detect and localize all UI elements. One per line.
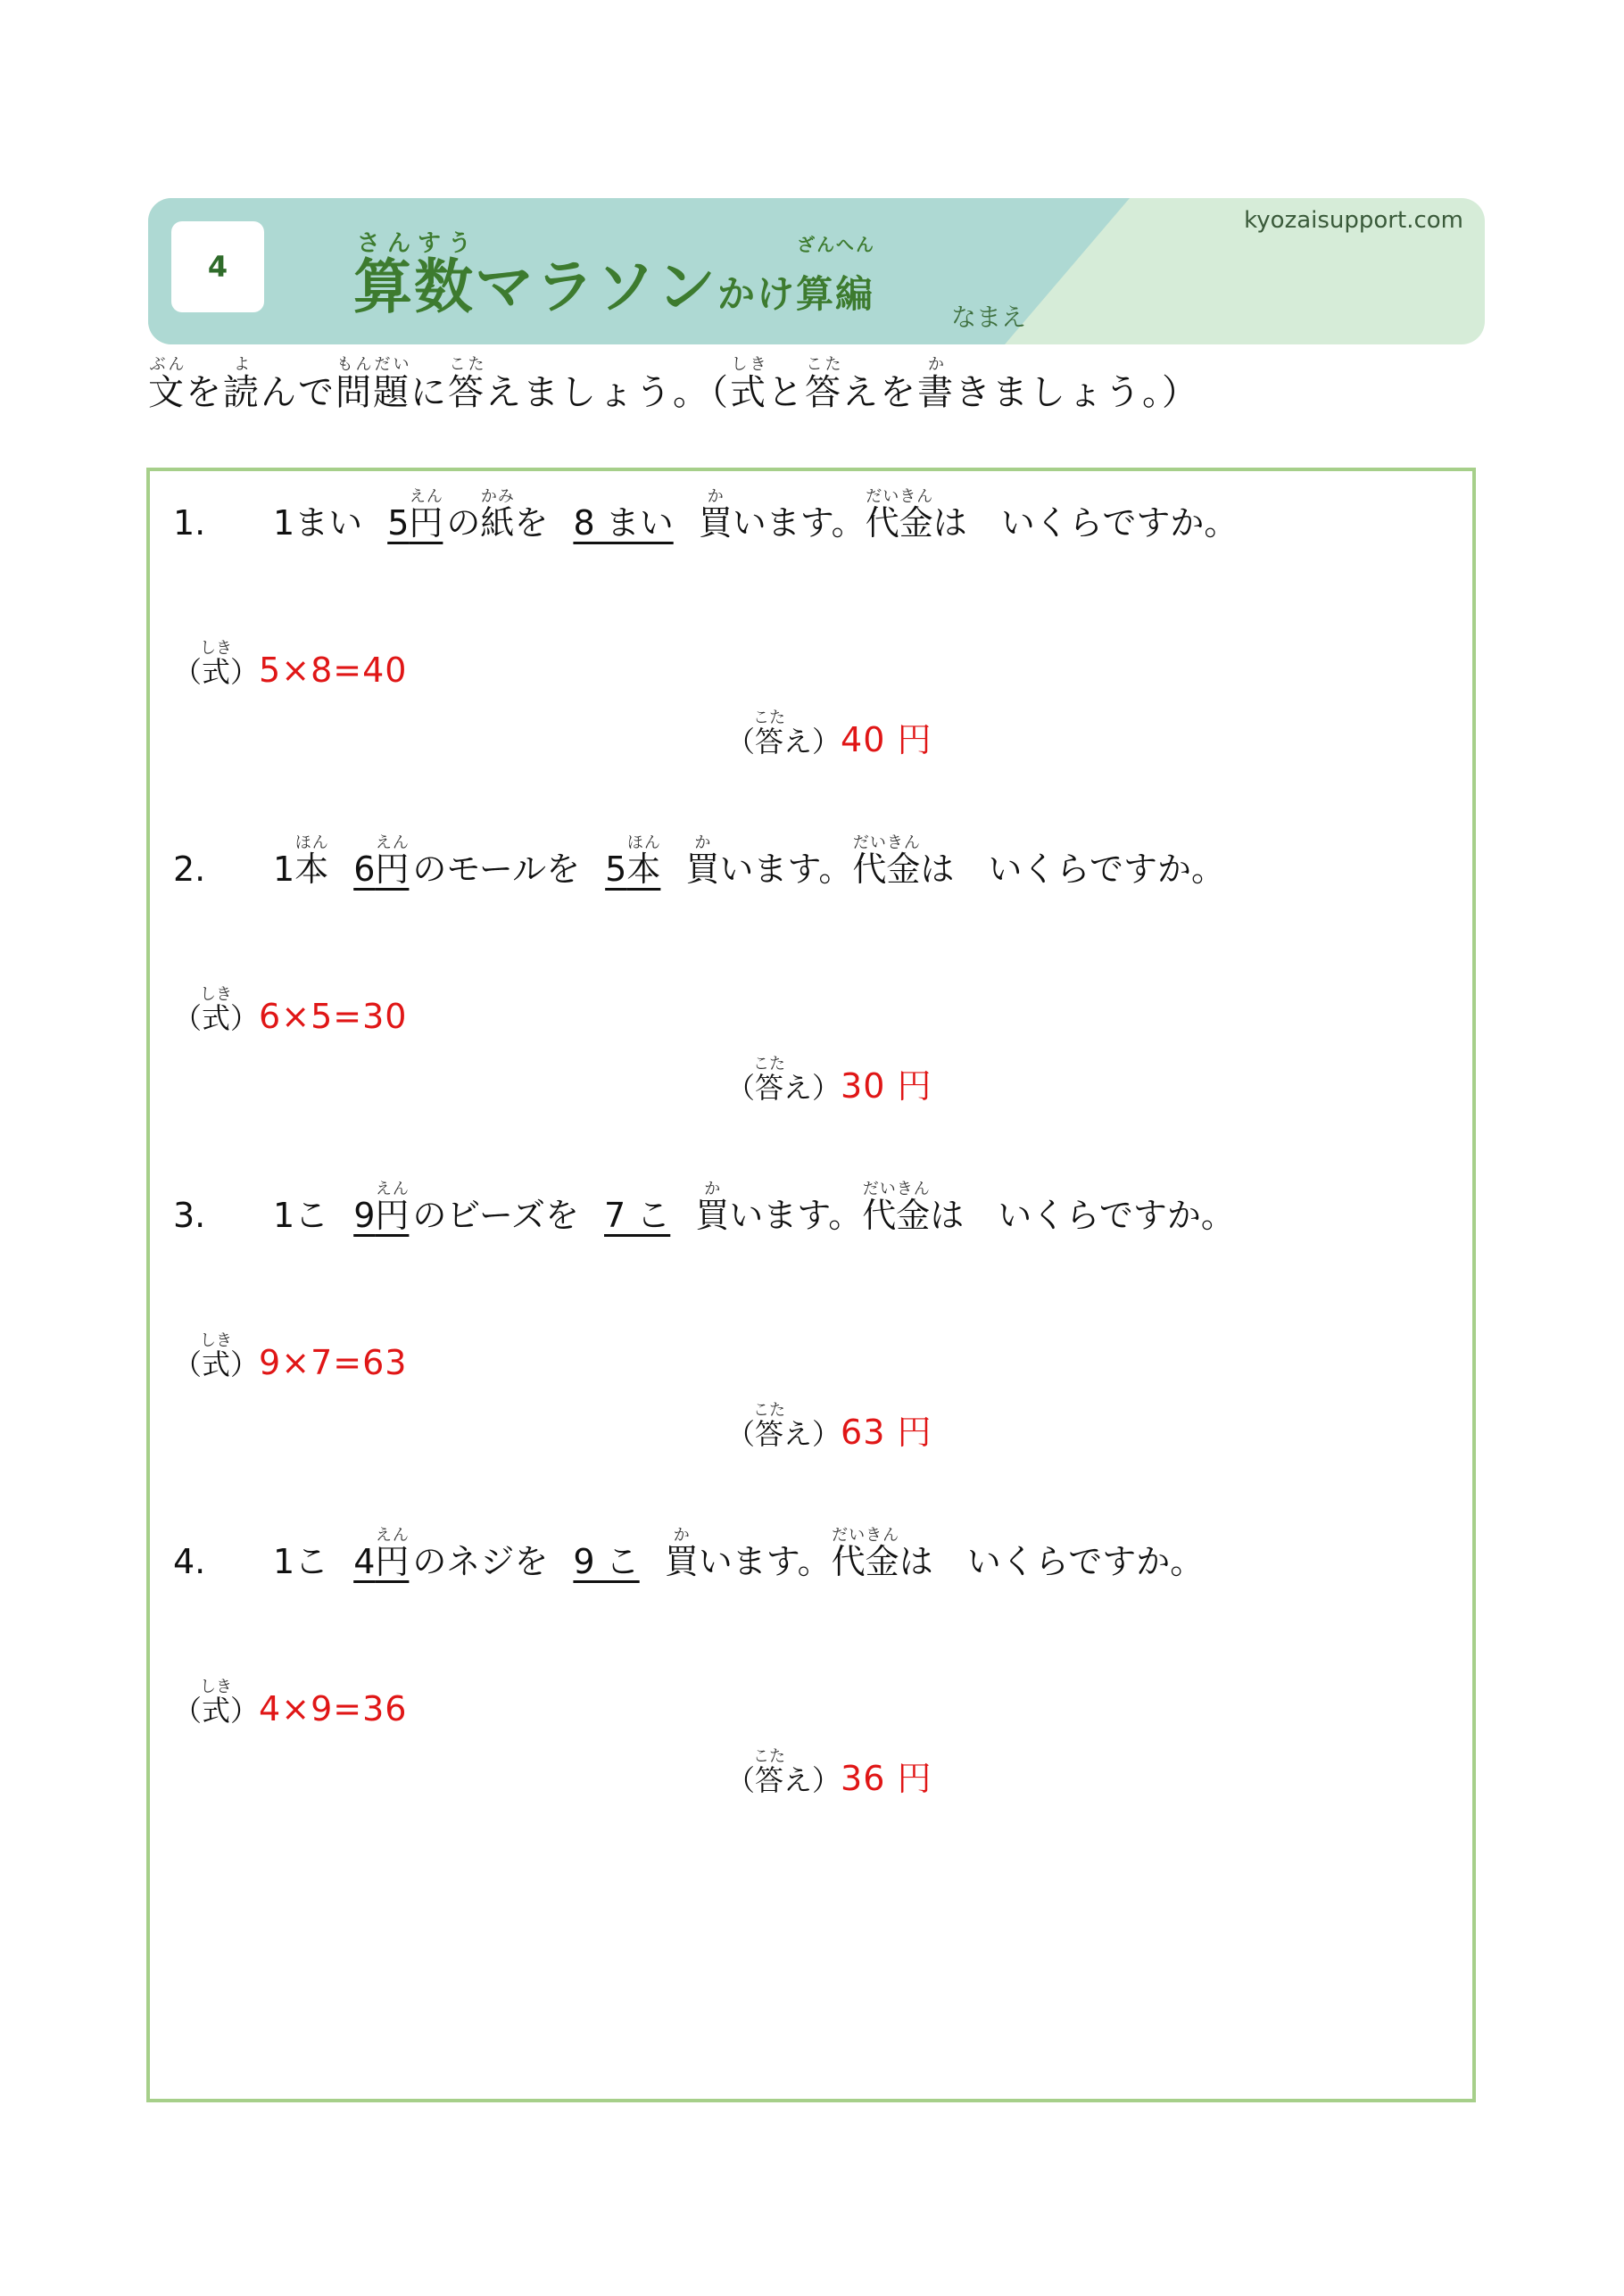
site-url: kyozaisupport.com (1244, 207, 1463, 234)
item-name: のネジ (412, 1542, 515, 1581)
question-ending: は いくらですか。 (932, 503, 1239, 543)
instruction-text-part: を (186, 372, 223, 413)
instruction-text-part: んで (261, 372, 336, 413)
instruction-ruby: 文ぶん (148, 355, 186, 413)
unit-kanji: 本ほん (294, 833, 329, 889)
price-underlined: 4円えん (353, 1526, 410, 1581)
quantity-kanji: 本ほん (626, 833, 661, 889)
question-text: います。 (732, 503, 866, 543)
unit-quantity: 1こ (273, 1196, 329, 1235)
daikin-kanji: 代金だいきん (862, 1180, 931, 1235)
quantity-underlined: 5本ほん (605, 833, 661, 889)
item-name: のモール (412, 850, 547, 889)
price-underlined: 5円えん (387, 487, 443, 543)
price-underlined: 9円えん (353, 1180, 410, 1235)
instruction-ruby: 問題もんだい (336, 355, 410, 413)
formula-line (173, 1331, 407, 1383)
instruction-text-part: と (767, 372, 805, 413)
instruction-ruby: 書か (917, 355, 955, 413)
question-text: います。 (719, 850, 853, 889)
formula-value: 6×5=30 (259, 997, 408, 1036)
kau-kanji: 買か (695, 1180, 730, 1235)
answer-value: 63 円 (841, 1413, 932, 1452)
formula-label: （式しき） (173, 639, 260, 689)
problem-number: 2. (173, 850, 206, 889)
instruction-ruby: 答こた (448, 355, 485, 413)
particle: の (446, 503, 481, 543)
quantity-underlined: 7 こ (604, 1196, 671, 1235)
shiki-kanji: 式しき (200, 1678, 233, 1728)
shiki-kanji: 式しき (200, 639, 233, 689)
title-sub: かけ算編ざんへん (717, 234, 875, 316)
instruction-text-part: きましょう。） (955, 372, 1199, 413)
formula-line (173, 639, 407, 691)
sheet-number: 4 (171, 221, 264, 312)
quantity-underlined: 8 まい (573, 503, 674, 543)
problem-question (173, 833, 1225, 891)
instruction-text-part: えを (842, 372, 917, 413)
answer-value: 36 円 (841, 1759, 932, 1798)
unit-quantity: 1まい (273, 503, 363, 543)
formula-label: （式しき） (173, 985, 260, 1035)
formula-value: 9×7=63 (259, 1343, 408, 1382)
answer-value: 40 円 (841, 720, 932, 759)
instruction-ruby: 答こた (805, 355, 842, 413)
shiki-kanji: 式しき (200, 1331, 233, 1381)
quantity-underlined: 9 こ (573, 1542, 640, 1581)
yen-kanji: 円えん (375, 1526, 410, 1581)
problem-frame (146, 468, 1476, 2102)
formula-line (173, 985, 407, 1037)
formula-line (173, 1678, 407, 1729)
formula-label: （式しき） (173, 1331, 260, 1381)
problem-number: 3. (173, 1196, 206, 1235)
formula-label: （式しき） (173, 1678, 260, 1728)
particle: を (514, 1542, 549, 1581)
daikin-kanji: 代金だいきん (865, 487, 933, 543)
item-name: のビーズ (412, 1196, 545, 1235)
page-title: 算数さんすうマラソンかけ算編ざんへん (353, 230, 875, 321)
particle: を (514, 503, 549, 543)
instruction-ruby: 読よ (223, 355, 261, 413)
instruction-text-part: に (410, 372, 448, 413)
question-ending: は いくらですか。 (899, 1542, 1205, 1581)
daikin-kanji: 代金だいきん (831, 1526, 899, 1581)
unit-quantity: 1本ほん (273, 833, 329, 889)
question-text: います。 (698, 1542, 832, 1581)
unit-quantity: 1こ (273, 1542, 329, 1581)
question-ending: は いくらですか。 (920, 850, 1225, 889)
item-kanji: 紙かみ (480, 487, 515, 543)
instruction-text-part: えましょう。（ (485, 372, 730, 413)
kotae-kanji: 答こた (753, 709, 786, 758)
formula-value: 4×9=36 (259, 1689, 408, 1728)
answer-line: （答こたえ）30 円 (726, 1055, 932, 1106)
header-banner (148, 198, 1485, 344)
kau-kanji: 買か (685, 833, 720, 889)
problem-number: 4. (173, 1542, 206, 1581)
instruction-ruby: 式しき (730, 355, 767, 413)
answer-value: 30 円 (841, 1066, 932, 1106)
formula-value: 5×8=40 (259, 651, 408, 690)
yen-kanji: 円えん (409, 487, 443, 543)
title-kanji: 算数さんすう (353, 230, 475, 321)
price-underlined: 6円えん (353, 833, 410, 889)
answer-line: （答こたえ）63 円 (726, 1401, 932, 1452)
shiki-kanji: 式しき (200, 985, 233, 1035)
problem-question (173, 1180, 1235, 1237)
instruction-text (148, 355, 1199, 415)
particle: を (544, 1196, 579, 1235)
particle: を (546, 850, 581, 889)
answer-line: （答こたえ）36 円 (726, 1747, 932, 1798)
question-text: います。 (729, 1196, 863, 1235)
kotae-kanji: 答こた (753, 1401, 786, 1451)
answer-line: （答こたえ）40 円 (726, 709, 932, 759)
yen-kanji: 円えん (375, 1180, 410, 1235)
name-label: なまえ (951, 303, 1027, 332)
problem-question (173, 487, 1238, 544)
kau-kanji: 買か (664, 1526, 699, 1581)
daikin-kanji: 代金だいきん (852, 833, 921, 889)
problem-question (173, 1526, 1204, 1583)
kotae-kanji: 答こた (753, 1747, 786, 1797)
question-ending: は いくらですか。 (930, 1196, 1235, 1235)
yen-kanji: 円えん (375, 833, 410, 889)
kotae-kanji: 答こた (753, 1055, 786, 1105)
kau-kanji: 買か (698, 487, 733, 543)
problem-number: 1. (173, 503, 206, 543)
